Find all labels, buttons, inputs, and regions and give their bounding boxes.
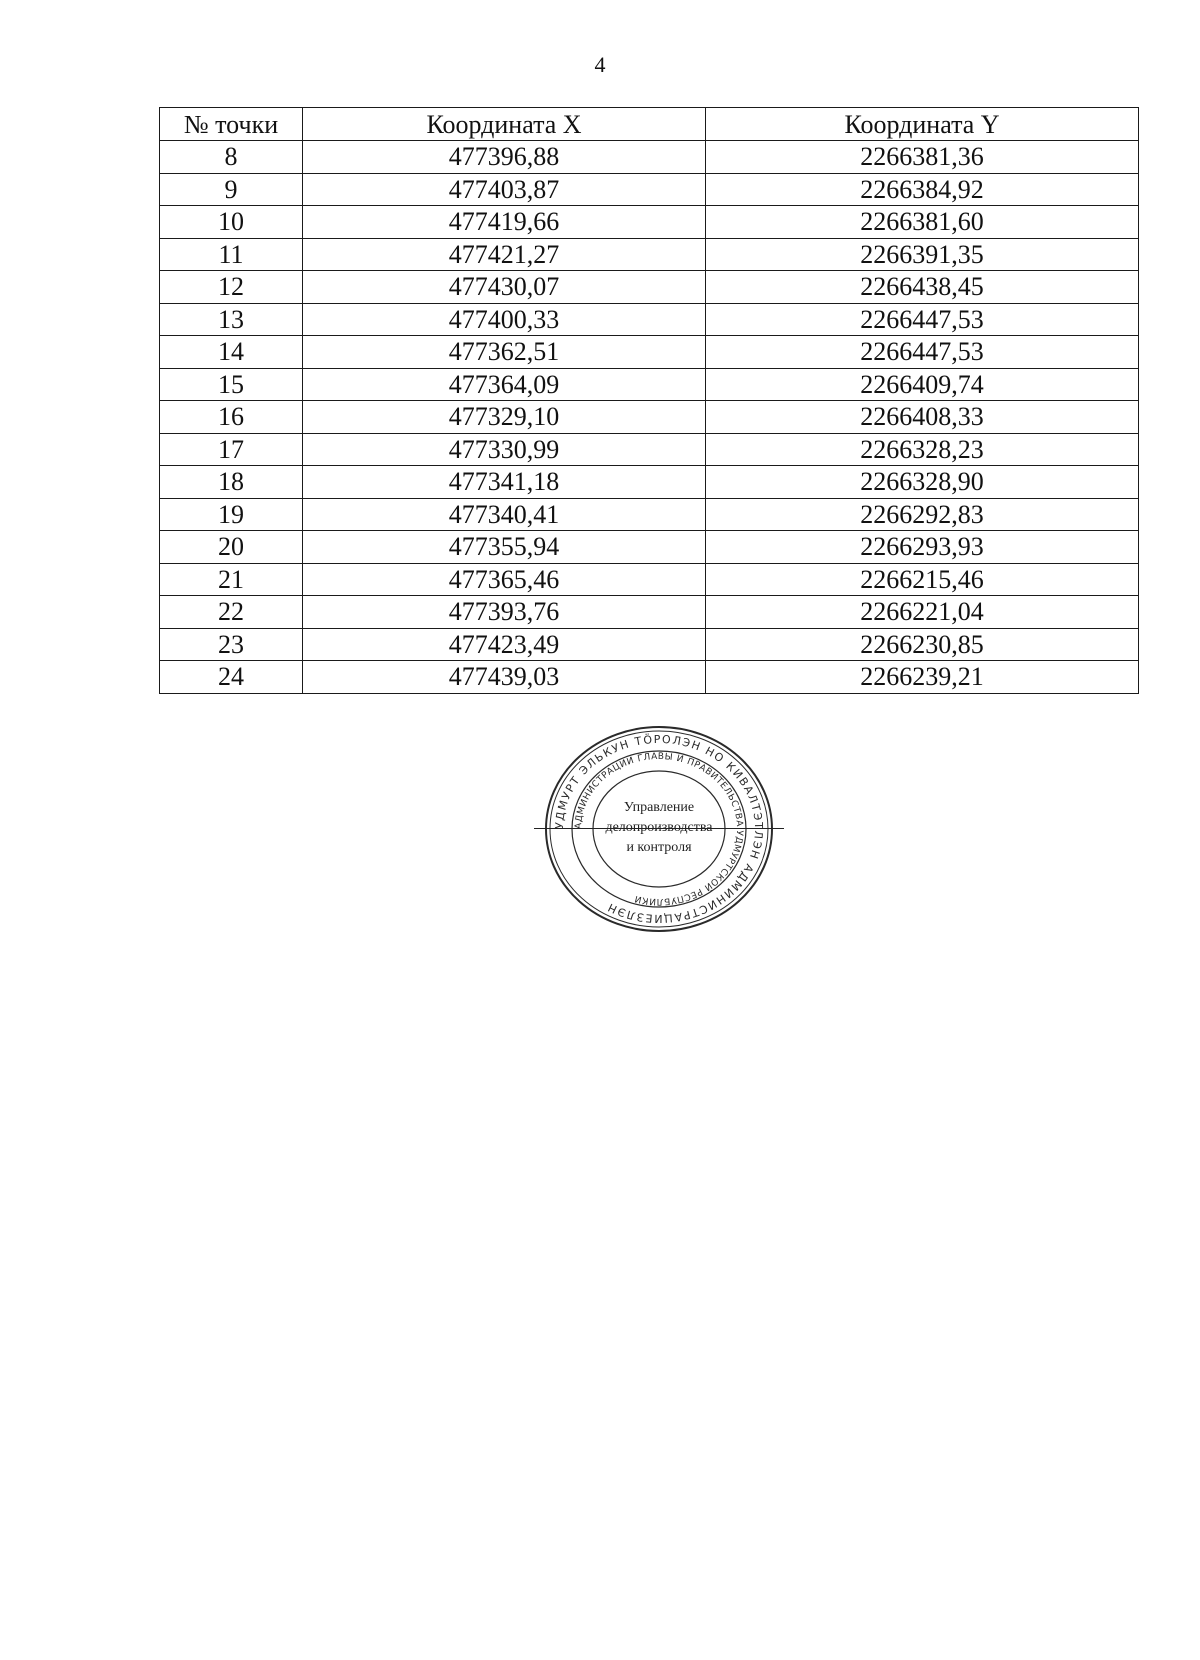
cell-coordinate-y: 2266384,92: [706, 173, 1139, 206]
cell-coordinate-y: 2266438,45: [706, 271, 1139, 304]
cell-coordinate-y: 2266293,93: [706, 531, 1139, 564]
cell-coordinate-x: 477365,46: [303, 563, 706, 596]
cell-coordinate-x: 477430,07: [303, 271, 706, 304]
cell-point-number: 12: [160, 271, 303, 304]
cell-coordinate-y: 2266391,35: [706, 238, 1139, 271]
cell-coordinate-y: 2266447,53: [706, 336, 1139, 369]
stamp-center-line: и контроля: [626, 840, 692, 855]
cell-coordinate-x: 477341,18: [303, 466, 706, 499]
table-row: [160, 628, 1139, 661]
table-row: [160, 531, 1139, 564]
table-row: [160, 303, 1139, 336]
cell-point-number: 16: [160, 401, 303, 434]
cell-coordinate-x: 477421,27: [303, 238, 706, 271]
cell-coordinate-x: 477419,66: [303, 206, 706, 239]
stamp-center-line: Управление: [623, 800, 695, 815]
cell-coordinate-x: 477364,09: [303, 368, 706, 401]
cell-point-number: 20: [160, 531, 303, 564]
cell-point-number: 17: [160, 433, 303, 466]
header-point-number: № точки: [160, 108, 303, 141]
cell-coordinate-x: 477355,94: [303, 531, 706, 564]
header-coordinate-y: Координата Y: [706, 108, 1139, 141]
table-row: [160, 563, 1139, 596]
table-row: [160, 498, 1139, 531]
cell-coordinate-x: 477439,03: [303, 661, 706, 694]
cell-coordinate-x: 477330,99: [303, 433, 706, 466]
cell-coordinate-x: 477423,49: [303, 628, 706, 661]
table-row: [160, 401, 1139, 434]
cell-point-number: 15: [160, 368, 303, 401]
stamp-center-text: [540, 798, 778, 858]
cell-coordinate-y: 2266230,85: [706, 628, 1139, 661]
cell-coordinate-y: 2266409,74: [706, 368, 1139, 401]
table-row: [160, 368, 1139, 401]
cell-coordinate-y: 2266328,90: [706, 466, 1139, 499]
table-row: [160, 238, 1139, 271]
stamp-center-line: делопроизводства: [605, 820, 713, 835]
cell-coordinate-x: 477329,10: [303, 401, 706, 434]
cell-coordinate-y: 2266381,36: [706, 141, 1139, 174]
cell-coordinate-x: 477393,76: [303, 596, 706, 629]
cell-coordinate-y: 2266221,04: [706, 596, 1139, 629]
cell-coordinate-y: 2266328,23: [706, 433, 1139, 466]
header-coordinate-x: Координата X: [303, 108, 706, 141]
table-row: [160, 596, 1139, 629]
official-stamp: [540, 720, 778, 938]
cell-coordinate-y: 2266447,53: [706, 303, 1139, 336]
cell-coordinate-y: 2266239,21: [706, 661, 1139, 694]
table-row: [160, 336, 1139, 369]
cell-point-number: 11: [160, 238, 303, 271]
cell-point-number: 22: [160, 596, 303, 629]
table-row: [160, 206, 1139, 239]
cell-point-number: 19: [160, 498, 303, 531]
cell-point-number: 21: [160, 563, 303, 596]
page-number: 4: [594, 52, 606, 77]
cell-coordinate-x: 477396,88: [303, 141, 706, 174]
table-row: [160, 433, 1139, 466]
cell-coordinate-y: 2266215,46: [706, 563, 1139, 596]
cell-point-number: 14: [160, 336, 303, 369]
cell-point-number: 8: [160, 141, 303, 174]
cell-point-number: 13: [160, 303, 303, 336]
cell-coordinate-x: 477362,51: [303, 336, 706, 369]
cell-point-number: 24: [160, 661, 303, 694]
table-row: [160, 271, 1139, 304]
table-header-row: [160, 108, 1139, 141]
cell-point-number: 10: [160, 206, 303, 239]
cell-point-number: 23: [160, 628, 303, 661]
stamp-inner-text: АДМИНИСТРАЦИИ ГЛАВЫ И ПРАВИТЕЛЬСТВА УДМУРТСКОЙ РЕСПУБЛИКИ: [573, 751, 745, 907]
cell-coordinate-y: 2266381,60: [706, 206, 1139, 239]
cell-point-number: 9: [160, 173, 303, 206]
cell-coordinate-y: 2266292,83: [706, 498, 1139, 531]
cell-coordinate-y: 2266408,33: [706, 401, 1139, 434]
table-row: [160, 661, 1139, 694]
cell-point-number: 18: [160, 466, 303, 499]
cell-coordinate-x: 477400,33: [303, 303, 706, 336]
stamp-outer-text: УДМУРТ ЭЛЬКУН ТӦРОЛЭН НО КИВАЛТЭТЛЭН АДМИНИСТРАЦИЕЗЛЭН: [552, 732, 766, 926]
coordinates-table: [159, 107, 1139, 694]
cell-coordinate-x: 477403,87: [303, 173, 706, 206]
cell-coordinate-x: 477340,41: [303, 498, 706, 531]
table-row: [160, 141, 1139, 174]
table-row: [160, 173, 1139, 206]
table-row: [160, 466, 1139, 499]
